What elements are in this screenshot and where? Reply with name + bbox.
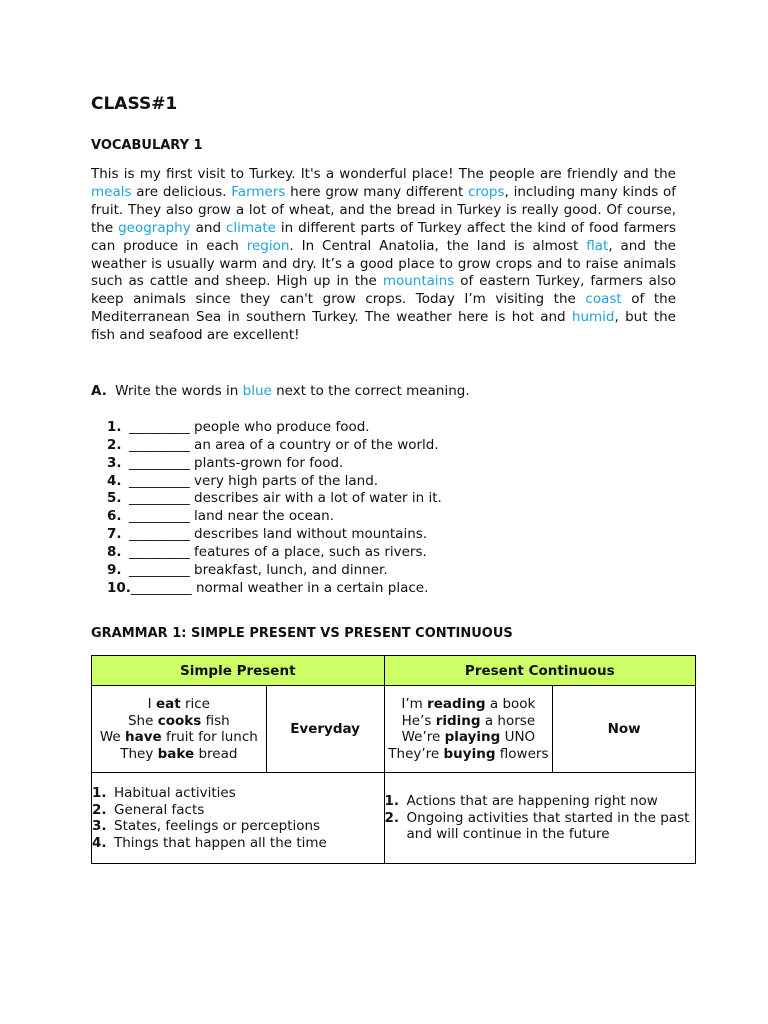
continuous-uses-list	[385, 793, 695, 843]
answer-blank: _________	[129, 508, 190, 525]
example-text: I	[147, 696, 156, 712]
use-number: 1.	[384, 793, 400, 810]
example-sentence	[385, 713, 553, 730]
use-item	[385, 810, 695, 843]
example-text: We’re	[401, 729, 445, 745]
vocab-word: coast	[585, 291, 622, 308]
page-title: CLASS#1	[91, 94, 178, 114]
example-text: fish	[201, 712, 230, 729]
example-sentence	[92, 696, 266, 713]
paragraph-text: in different parts of Turkey affect the kind of food farmers can produce in each	[91, 219, 676, 254]
example-text: bread	[194, 745, 238, 762]
question-number: 2.	[107, 436, 122, 453]
example-text: We	[99, 729, 125, 745]
answer-blank: _________	[129, 436, 190, 453]
answer-blank: _________	[129, 490, 190, 507]
use-item	[92, 818, 384, 835]
example-text: UNO	[500, 729, 536, 745]
example-verb: buying	[443, 745, 496, 762]
use-number: 3.	[92, 818, 107, 834]
question-definition: normal weather in a certain place.	[191, 579, 429, 596]
question-item	[107, 544, 442, 562]
example-sentence	[92, 713, 266, 730]
instruction-text-end: next to the correct meaning.	[271, 383, 470, 399]
question-item	[107, 508, 442, 526]
exercise-instruction	[91, 383, 470, 399]
example-sentence	[385, 729, 553, 746]
paragraph-text: of eastern Turkey, farmers also keep animals since they can't grow crops. Today I’m visiting the	[91, 273, 676, 308]
question-item	[107, 437, 442, 455]
use-item	[385, 793, 695, 810]
answer-blank: _________	[129, 561, 190, 578]
question-definition: people who produce food.	[189, 419, 370, 435]
example-text: a horse	[480, 712, 536, 729]
use-number: 4.	[92, 834, 107, 851]
present-continuous-uses	[384, 773, 695, 864]
reading-paragraph	[91, 166, 676, 345]
example-verb: have	[124, 729, 162, 745]
vocab-word: mountains	[382, 273, 455, 290]
simple-present-uses	[92, 773, 385, 864]
present-continuous-time: Now	[553, 686, 696, 773]
question-number: 4.	[107, 472, 122, 489]
question-definition: land near the ocean.	[189, 508, 335, 525]
vocab-word: crops	[467, 183, 505, 200]
example-text: fruit for lunch	[161, 729, 258, 745]
exercise-label: A.	[91, 383, 107, 399]
use-text: General facts	[114, 801, 205, 818]
question-item	[107, 473, 442, 491]
example-verb: eat	[155, 696, 181, 712]
answer-blank: _________	[130, 579, 192, 596]
question-definition: very high parts of the land.	[189, 472, 379, 489]
example-text: They	[120, 745, 158, 762]
paragraph-text: This is my first visit to Turkey. It's a wonderful place! The people are friendly and the	[91, 166, 676, 182]
example-sentence	[385, 696, 553, 713]
paragraph-text: , and the weather is usually warm and dry. It’s a good place to grow crops and to raise animals such as cattle and sheep. High up in the	[91, 237, 676, 290]
answer-blank: _________	[129, 472, 190, 489]
example-sentence	[92, 746, 266, 763]
answer-blank: _________	[129, 454, 190, 471]
use-number: 1.	[92, 785, 107, 801]
answer-blank: _________	[129, 526, 190, 543]
examples-row	[92, 686, 696, 773]
question-item	[107, 490, 442, 508]
use-text: States, feelings or perceptions	[114, 818, 321, 834]
example-text: She	[127, 712, 158, 729]
example-text: a book	[485, 696, 536, 712]
simple-present-header: Simple Present	[92, 656, 385, 686]
paragraph-text: , but the fish and seafood are excellent!	[91, 309, 676, 344]
use-text: Things that happen all the time	[114, 834, 327, 851]
vocab-word: climate	[225, 219, 276, 236]
paragraph-text: , including many kinds of fruit. They also grow a lot of wheat, and the bread in Turkey is really good. Of course, the	[91, 183, 676, 236]
present-continuous-examples	[384, 686, 553, 773]
use-text: Actions that are happening right now	[406, 793, 658, 810]
question-item	[107, 526, 442, 544]
question-number: 5.	[107, 490, 122, 507]
question-number: 10.	[107, 579, 131, 596]
example-verb: playing	[444, 729, 501, 745]
vocab-word: humid	[571, 309, 615, 326]
vocab-word: flat	[586, 237, 609, 254]
paragraph-text: . In Central Anatolia, the land is almost	[289, 237, 587, 254]
paragraph-text: of the Mediterranean Sea in southern Turkey. The weather here is hot and	[91, 291, 677, 326]
use-item	[92, 802, 384, 819]
question-number: 6.	[107, 508, 122, 525]
answer-blank: _________	[129, 543, 190, 560]
question-number: 9.	[107, 561, 122, 578]
example-verb: bake	[157, 745, 195, 762]
question-definition: breakfast, lunch, and dinner.	[189, 561, 388, 578]
vocabulary-heading: VOCABULARY 1	[91, 138, 203, 153]
example-text: rice	[180, 696, 210, 712]
example-verb: reading	[427, 696, 486, 712]
question-definition: features of a place, such as rivers.	[189, 543, 427, 560]
question-definition: describes land without mountains.	[189, 526, 428, 543]
example-sentence	[385, 746, 553, 763]
simple-uses-list	[92, 785, 384, 851]
uses-row	[92, 773, 696, 864]
question-definition: describes air with a lot of water in it.	[189, 490, 442, 507]
use-number: 2.	[384, 809, 400, 826]
simple-present-examples	[92, 686, 267, 773]
grammar-header-row	[92, 656, 696, 686]
instruction-text-start: Write the words in	[115, 383, 243, 399]
question-number: 1.	[107, 419, 122, 435]
use-number: 2.	[92, 801, 107, 818]
vocab-word: Farmers	[231, 183, 286, 200]
example-text: They’re	[388, 745, 444, 762]
question-item	[107, 455, 442, 473]
question-definition: an area of a country or of the world.	[189, 436, 439, 453]
use-text: Habitual activities	[114, 785, 236, 801]
grammar-heading: GRAMMAR 1: SIMPLE PRESENT VS PRESENT CONTINUOUS	[91, 626, 513, 641]
example-verb: cooks	[157, 712, 202, 729]
use-item	[92, 835, 384, 852]
vocab-word: meals	[91, 183, 132, 200]
use-item	[92, 785, 384, 802]
question-number: 3.	[107, 454, 122, 471]
example-sentence	[92, 729, 266, 746]
paragraph-text: and	[190, 219, 226, 236]
answer-blank: _________	[129, 419, 190, 435]
simple-present-time: Everyday	[266, 686, 384, 773]
question-number: 8.	[107, 543, 122, 560]
paragraph-text: are delicious.	[131, 183, 232, 200]
instruction-highlight: blue	[242, 383, 272, 399]
paragraph-text: here grow many different	[285, 183, 468, 200]
question-number: 7.	[107, 526, 122, 543]
question-item	[107, 562, 442, 580]
grammar-table	[91, 655, 696, 864]
present-continuous-header: Present Continuous	[384, 656, 695, 686]
example-text: He’s	[401, 712, 436, 729]
question-list	[107, 419, 442, 597]
example-text: flowers	[495, 745, 549, 762]
question-item	[107, 419, 442, 437]
question-definition: plants-grown for food.	[189, 454, 344, 471]
use-text: Ongoing activities that started in the past and will continue in the future	[406, 809, 690, 843]
example-text: I’m	[401, 696, 428, 712]
example-verb: riding	[435, 712, 481, 729]
vocab-word: region	[246, 237, 290, 254]
vocab-word: geography	[118, 219, 191, 236]
question-item	[107, 580, 442, 598]
